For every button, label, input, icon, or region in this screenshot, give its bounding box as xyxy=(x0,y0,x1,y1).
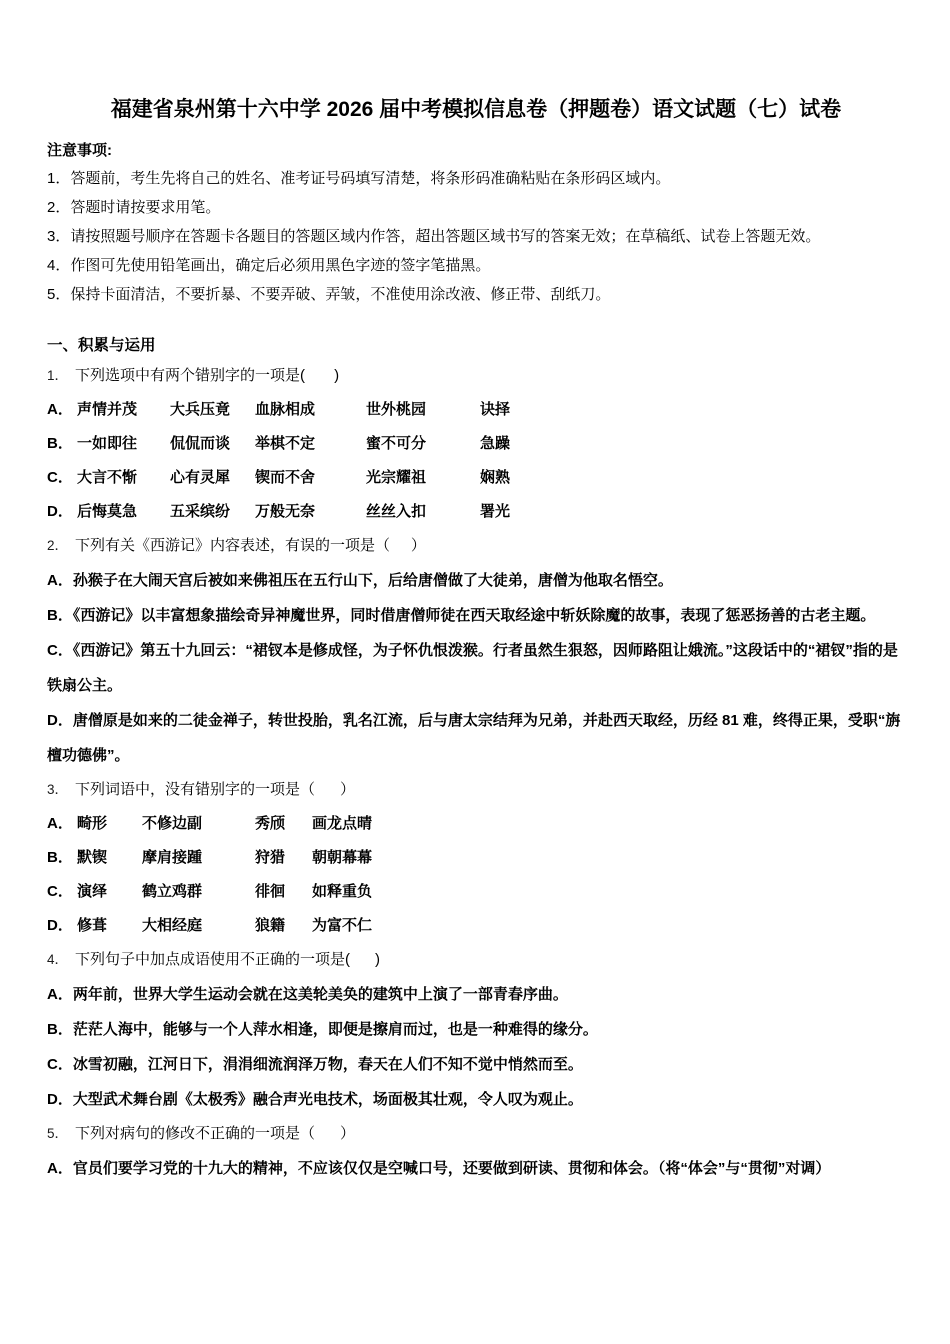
notice-item: 3．请按照题号顺序在答题卡各题目的答题区域内作答，超出答题区域书写的答案无效；在草稿纸、试卷上答题无效。 xyxy=(47,228,821,246)
option-row-b xyxy=(47,841,905,875)
option-row-c xyxy=(47,461,905,495)
option-d xyxy=(47,1082,905,1117)
question-stem xyxy=(47,1117,905,1151)
option-label: B． xyxy=(47,607,73,625)
option-label: A． xyxy=(47,572,73,590)
option-a xyxy=(47,563,905,598)
option-label: D． xyxy=(47,1091,73,1109)
question-number: 4． xyxy=(47,952,69,968)
question-stem-text: 下列选项中有两个错别字的一项是( ) xyxy=(75,367,340,385)
option-d xyxy=(47,703,905,773)
option-word: 万般无奈 xyxy=(255,503,316,521)
option-label: A． xyxy=(47,986,73,1004)
option-label: B． xyxy=(47,435,73,453)
questions-area xyxy=(47,333,905,1186)
question-stem xyxy=(47,359,905,393)
option-row-b xyxy=(47,427,905,461)
option-label: B． xyxy=(47,1021,73,1039)
option-word: 署光 xyxy=(480,503,511,521)
option-word: 秀颀 xyxy=(255,815,286,833)
option-word: 朝朝幕幕 xyxy=(312,849,373,867)
option-word: 大兵压竟 xyxy=(170,401,231,419)
option-row-d xyxy=(47,495,905,529)
question-3 xyxy=(47,773,905,943)
option-word: 如释重负 xyxy=(312,883,373,901)
option-text: 茫茫人海中，能够与一个人萍水相逢，即便是擦肩而过，也是一种难得的缘分。 xyxy=(72,1021,598,1039)
option-label: D． xyxy=(47,503,73,521)
option-word: 不修边副 xyxy=(142,815,203,833)
option-word: 一如即往 xyxy=(77,435,138,453)
option-word: 急躁 xyxy=(480,435,511,453)
question-stem xyxy=(47,943,905,977)
option-label: A． xyxy=(47,1160,73,1178)
option-word: 修葺 xyxy=(77,917,108,935)
option-word: 画龙点晴 xyxy=(312,815,373,833)
option-text: 大型武术舞台剧《太极秀》融合声光电技术，场面极其壮观，令人叹为观止。 xyxy=(72,1091,583,1109)
question-stem-text: 下列有关《西游记》内容表述，有误的一项是（ ） xyxy=(75,537,426,555)
option-label: A． xyxy=(47,815,73,833)
option-word: 默锲 xyxy=(77,849,108,867)
question-stem-text: 下列对病句的修改不正确的一项是（ ） xyxy=(75,1125,356,1143)
option-text: 两年前，世界大学生运动会就在这美轮美奂的建筑中上演了一部青春序曲。 xyxy=(72,986,568,1004)
section-header: 一、积累与运用 xyxy=(47,337,156,355)
notice-item: 2．答题时请按要求用笔。 xyxy=(47,199,221,217)
option-label: C． xyxy=(47,883,73,901)
option-label: C． xyxy=(47,469,73,487)
question-stem xyxy=(47,773,905,807)
option-b xyxy=(47,1012,905,1047)
option-label: C． xyxy=(47,1056,73,1074)
question-1 xyxy=(47,359,905,529)
question-2 xyxy=(47,529,905,773)
notice-item: 1．答题前，考生先将自己的姓名、准考证号码填写清楚，将条形码准确粘贴在条形码区域内。 xyxy=(47,170,671,188)
option-word: 举棋不定 xyxy=(255,435,316,453)
option-word: 后悔莫急 xyxy=(77,503,138,521)
option-word: 血脉相成 xyxy=(255,401,316,419)
option-label: A． xyxy=(47,401,73,419)
question-number: 5． xyxy=(47,1126,69,1142)
option-label: C． xyxy=(47,642,73,660)
question-stem-text: 下列句子中加点成语使用不正确的一项是( ) xyxy=(75,951,381,969)
option-word: 鹤立鸡群 xyxy=(142,883,203,901)
option-text: 孙猴子在大闹天宫后被如来佛祖压在五行山下，后给唐僧做了大徒弟，唐僧为他取名悟空。 xyxy=(72,572,673,590)
option-word: 五采缤纷 xyxy=(170,503,231,521)
question-number: 2． xyxy=(47,538,69,554)
option-word: 狩猎 xyxy=(255,849,286,867)
option-text: 唐僧原是如来的二徒金禅子，转世投胎，乳名江流，后与唐太宗结拜为兄弟，并赴西天取经，历经 81 难，终得正果，受职“旃檀功德佛”。 xyxy=(47,712,901,765)
option-a xyxy=(47,977,905,1012)
option-text: 《西游记》以丰富想象描绘奇异神魔世界，同时借唐僧师徒在西天取经途中斩妖除魔的故事，表现了惩恶扬善的古老主题。 xyxy=(72,607,876,625)
option-word: 蜜不可分 xyxy=(366,435,427,453)
option-label: D． xyxy=(47,712,73,730)
notice-header: 注意事项: xyxy=(47,142,112,160)
option-word: 心有灵犀 xyxy=(170,469,231,487)
option-label: D． xyxy=(47,917,73,935)
notice-section xyxy=(47,138,905,309)
notice-item: 4．作图可先使用铅笔画出，确定后必须用黑色字迹的签字笔描黑。 xyxy=(47,257,491,275)
question-stem xyxy=(47,529,905,563)
option-row-a xyxy=(47,807,905,841)
question-number: 1． xyxy=(47,368,69,384)
option-word: 为富不仁 xyxy=(312,917,373,935)
option-word: 诀择 xyxy=(480,401,511,419)
page-title: 福建省泉州第十六中学 2026 届中考模拟信息卷（押题卷）语文试题（七）试卷 xyxy=(110,98,842,121)
option-text: 官员们要学习党的十九大的精神，不应该仅仅是空喊口号，还要做到研读、贯彻和体会。（将“体会”与“贯彻”对调） xyxy=(72,1160,831,1178)
option-word: 世外桃园 xyxy=(366,401,427,419)
option-text: 冰雪初融，江河日下，涓涓细流润泽万物，春天在人们不知不觉中悄然而至。 xyxy=(72,1056,583,1074)
option-row-c xyxy=(47,875,905,909)
notice-item: 5．保持卡面清洁，不要折暴、不要弄破、弄皱，不准使用涂改液、修正带、刮纸刀。 xyxy=(47,286,611,304)
option-a xyxy=(47,1151,905,1186)
option-word: 娴熟 xyxy=(480,469,511,487)
question-4 xyxy=(47,943,905,1117)
option-word: 锲而不舍 xyxy=(255,469,316,487)
option-c xyxy=(47,633,905,703)
option-text: 《西游记》第五十九回云：“裙钗本是修成怪，为子怀仇恨泼猴。行者虽然生狠怒，因师路阻让娥流。”这段话中的“裙钗”指的是铁扇公主。 xyxy=(47,642,898,695)
option-word: 摩肩接踵 xyxy=(142,849,203,867)
option-word: 侃侃而谈 xyxy=(170,435,231,453)
option-c xyxy=(47,1047,905,1082)
option-word: 丝丝入扣 xyxy=(366,503,427,521)
option-word: 声情并茂 xyxy=(77,401,138,419)
option-row-d xyxy=(47,909,905,943)
question-stem-text: 下列词语中，没有错别字的一项是（ ） xyxy=(75,781,356,799)
option-word: 大相经庭 xyxy=(142,917,203,935)
question-number: 3． xyxy=(47,782,69,798)
option-word: 狼籍 xyxy=(255,917,286,935)
option-word: 畸形 xyxy=(77,815,108,833)
option-label: B． xyxy=(47,849,73,867)
option-word: 徘徊 xyxy=(255,883,286,901)
question-5 xyxy=(47,1117,905,1186)
option-word: 大言不惭 xyxy=(77,469,138,487)
option-word: 光宗耀祖 xyxy=(366,469,427,487)
option-b xyxy=(47,598,905,633)
option-word: 演绎 xyxy=(77,883,108,901)
option-row-a xyxy=(47,393,905,427)
